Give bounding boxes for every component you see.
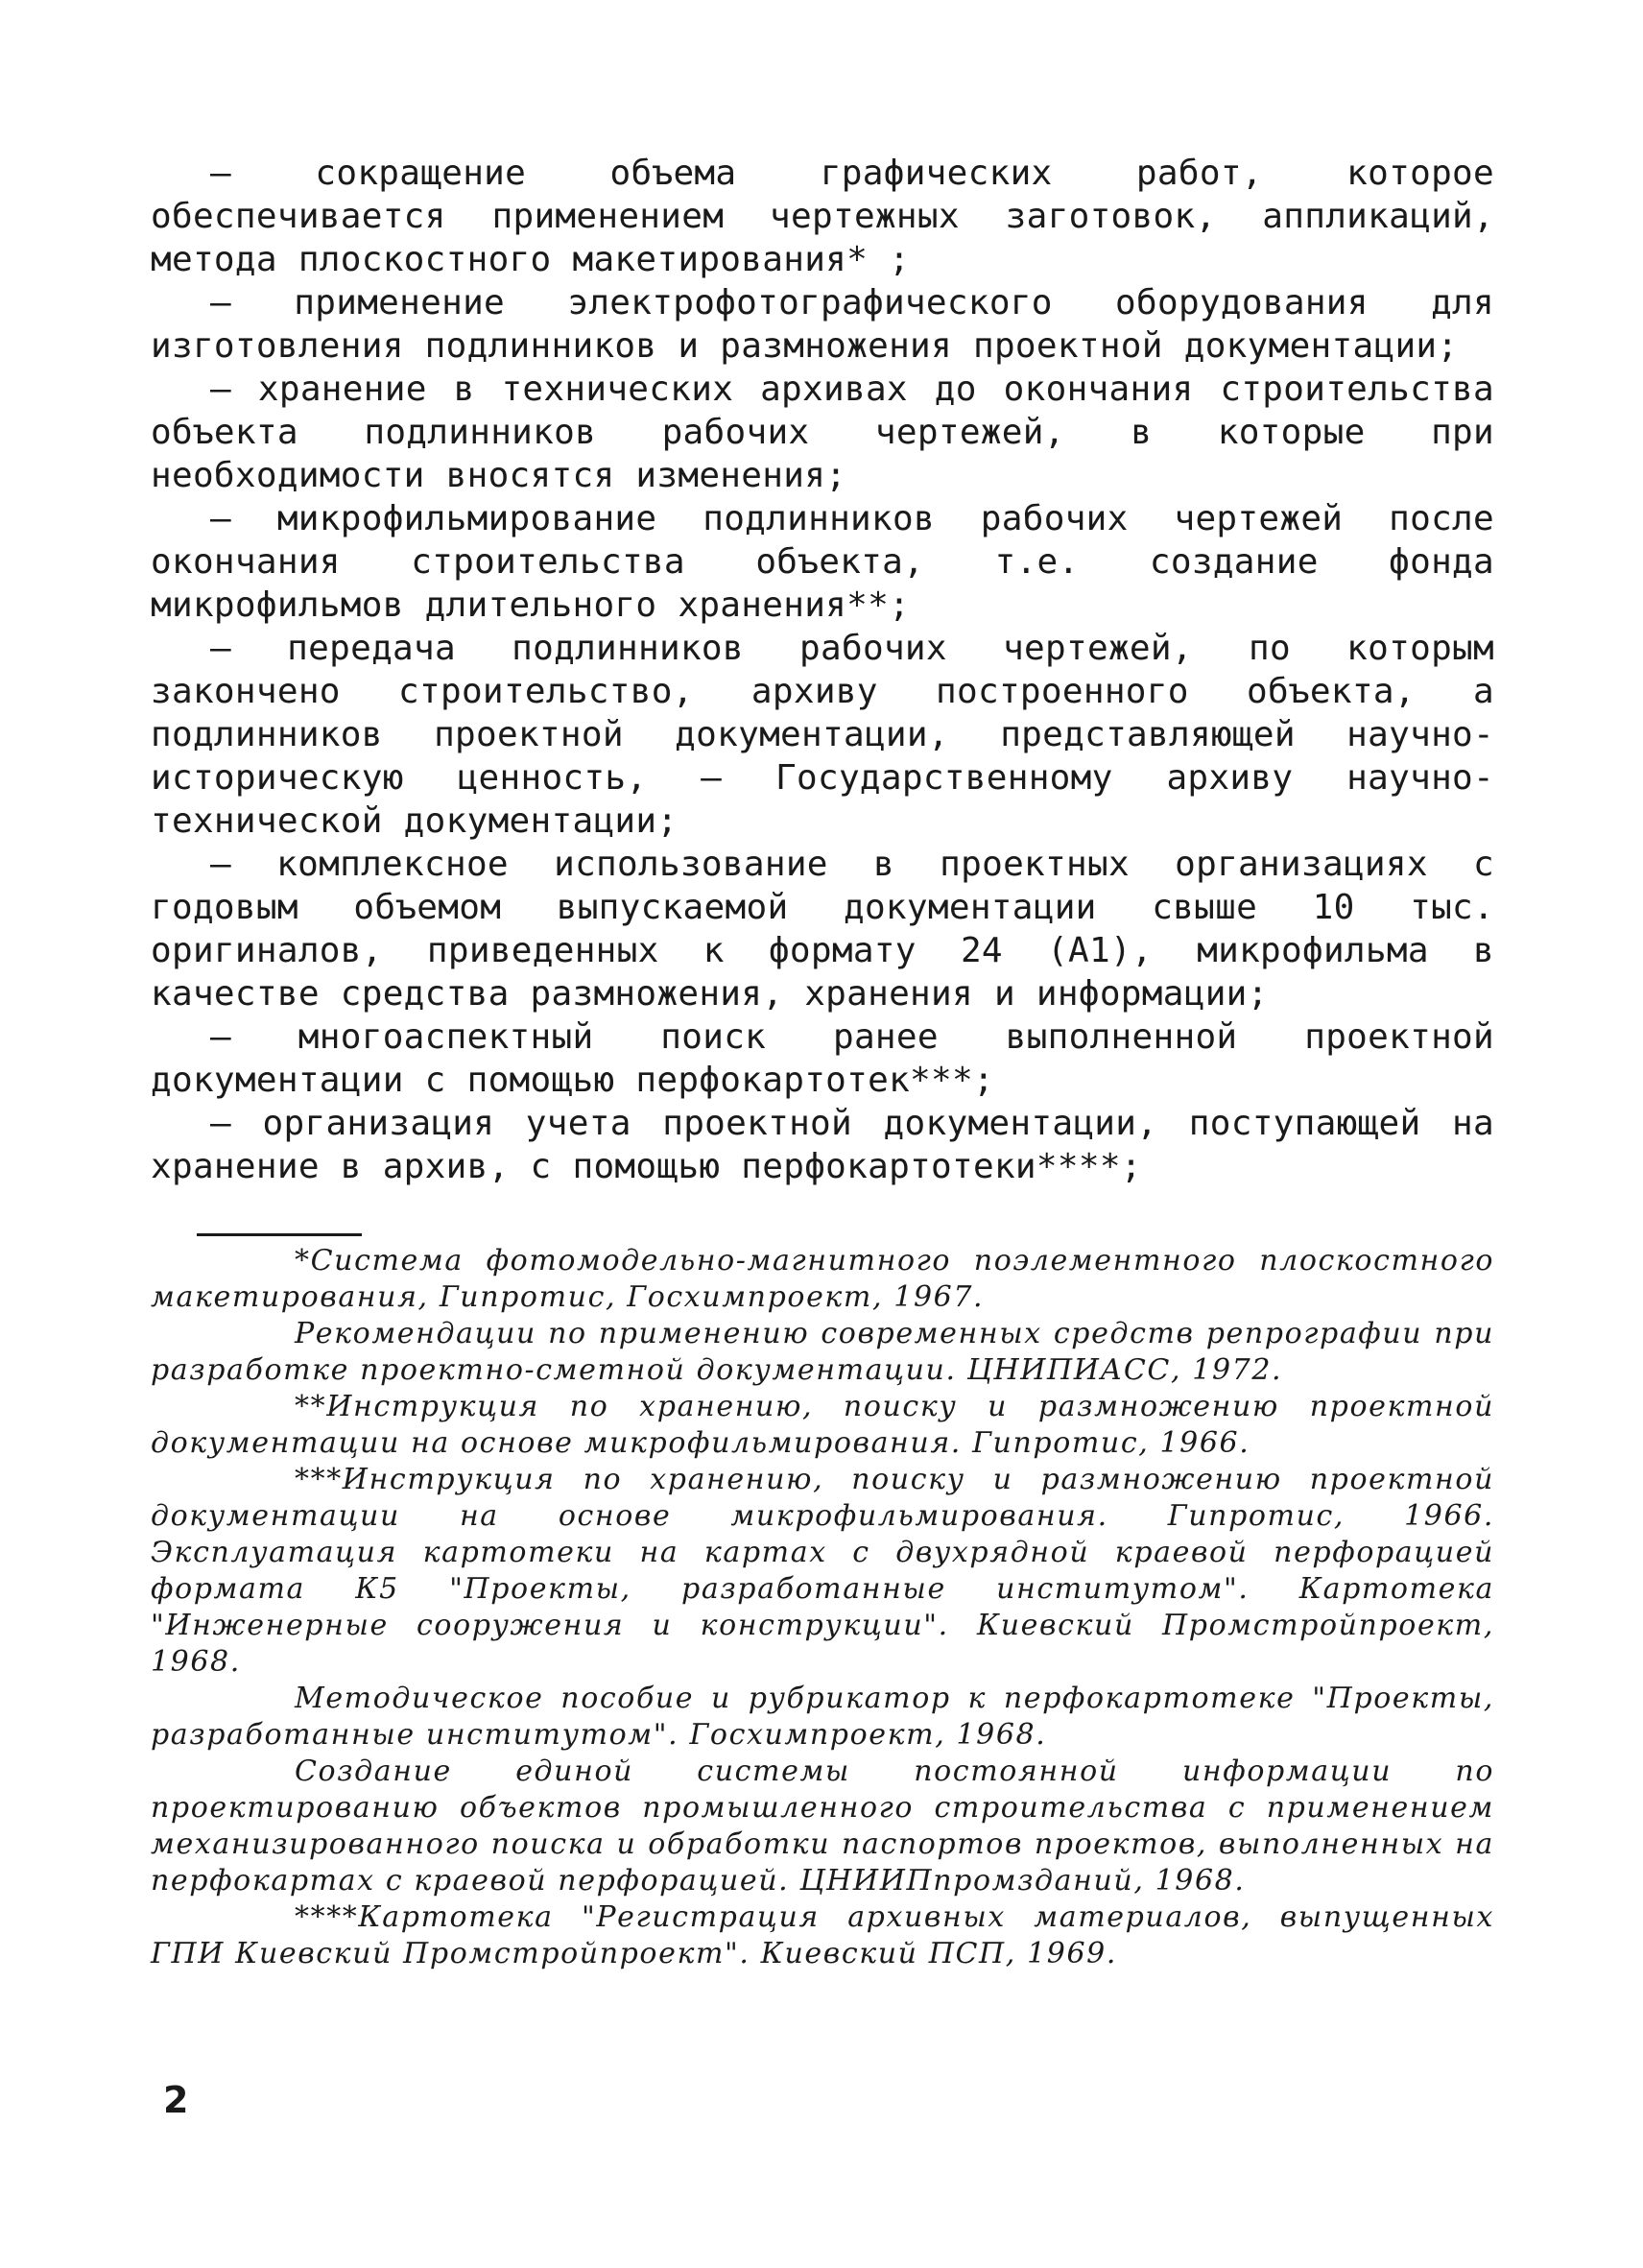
footnote: *Система фотомодельно-магнитного поэлементного плоскостного макетирования, Гипротис, Госхимпроект, 1967. xyxy=(151,1244,1494,1314)
footnote: ***Инструкция по хранению, поиску и размножению проектной документации на основе микрофильмирования. Гипротис, 1966. Эксплуатация картотеки на картах с двухрядной краевой перфорацией формата К5 "Проекты, разработанные институтом". Картотека "Инженерные сооружения и конструкции". Киевский Промстройпроект, 1968. xyxy=(151,1463,1494,1679)
list-item: – организация учета проектной документации, поступающей на хранение в архив, с помощью перфокартотеки****; xyxy=(151,1104,1494,1186)
footnote: Создание единой системы постоянной информации по проектированию объектов промышленного строительства с применением механизированного поиска и обработки паспортов проектов, выполненных на перфокартах с краевой перфорацией. ЦНИИПпромзданий, 1968. xyxy=(151,1755,1494,1898)
body-text xyxy=(151,152,1494,1188)
list-item: – сокращение объема графических работ, которое обеспечивается применением чертежных заготовок, аппликаций, метода плоскостного макетирования* ; xyxy=(151,154,1494,279)
list-item: – многоаспектный поиск ранее выполненной проектной документации с помощью перфокартотек***; xyxy=(151,1017,1494,1100)
footnote-separator xyxy=(197,1233,362,1236)
footnotes xyxy=(151,1243,1494,1972)
list-item: – комплексное использование в проектных организациях с годовым объемом выпускаемой документации свыше 10 тыс. оригиналов, приведенных к формату 24 (А1), микрофильма в качестве средства размножения, хранения и информации; xyxy=(151,845,1494,1014)
page-number: 2 xyxy=(163,2079,189,2121)
footnote: ****Картотека "Регистрация архивных материалов, выпущенных ГПИ Киевский Промстройпроект". Киевский ПСП, 1969. xyxy=(151,1900,1494,1970)
footnote: Методическое пособие и рубрикатор к перфокартотеке "Проекты, разработанные институтом". Госхимпроект, 1968. xyxy=(151,1682,1494,1752)
list-item: – микрофильмирование подлинников рабочих чертежей после окончания строительства объекта, т.е. создание фонда микрофильмов длительного хранения**; xyxy=(151,499,1494,625)
footnote: **Инструкция по хранению, поиску и размножению проектной документации на основе микрофильмирования. Гипротис, 1966. xyxy=(151,1390,1494,1460)
list-item: – передача подлинников рабочих чертежей, по которым закончено строительство, архиву построенного объекта, а подлинников проектной документации, представляющей научно-историческую ценность, – Государственному архиву научно-технической документации; xyxy=(151,629,1494,841)
footnote: Рекомендации по применению современных средств репрографии при разработке проектно-сметной документации. ЦНИПИАСС, 1972. xyxy=(151,1317,1494,1387)
list-item: – применение электрофотографического оборудования для изготовления подлинников и размножения проектной документации; xyxy=(151,283,1494,366)
list-item: – хранение в технических архивах до окончания строительства объекта подлинников рабочих чертежей, в которые при необходимости вносятся изменения; xyxy=(151,370,1494,495)
